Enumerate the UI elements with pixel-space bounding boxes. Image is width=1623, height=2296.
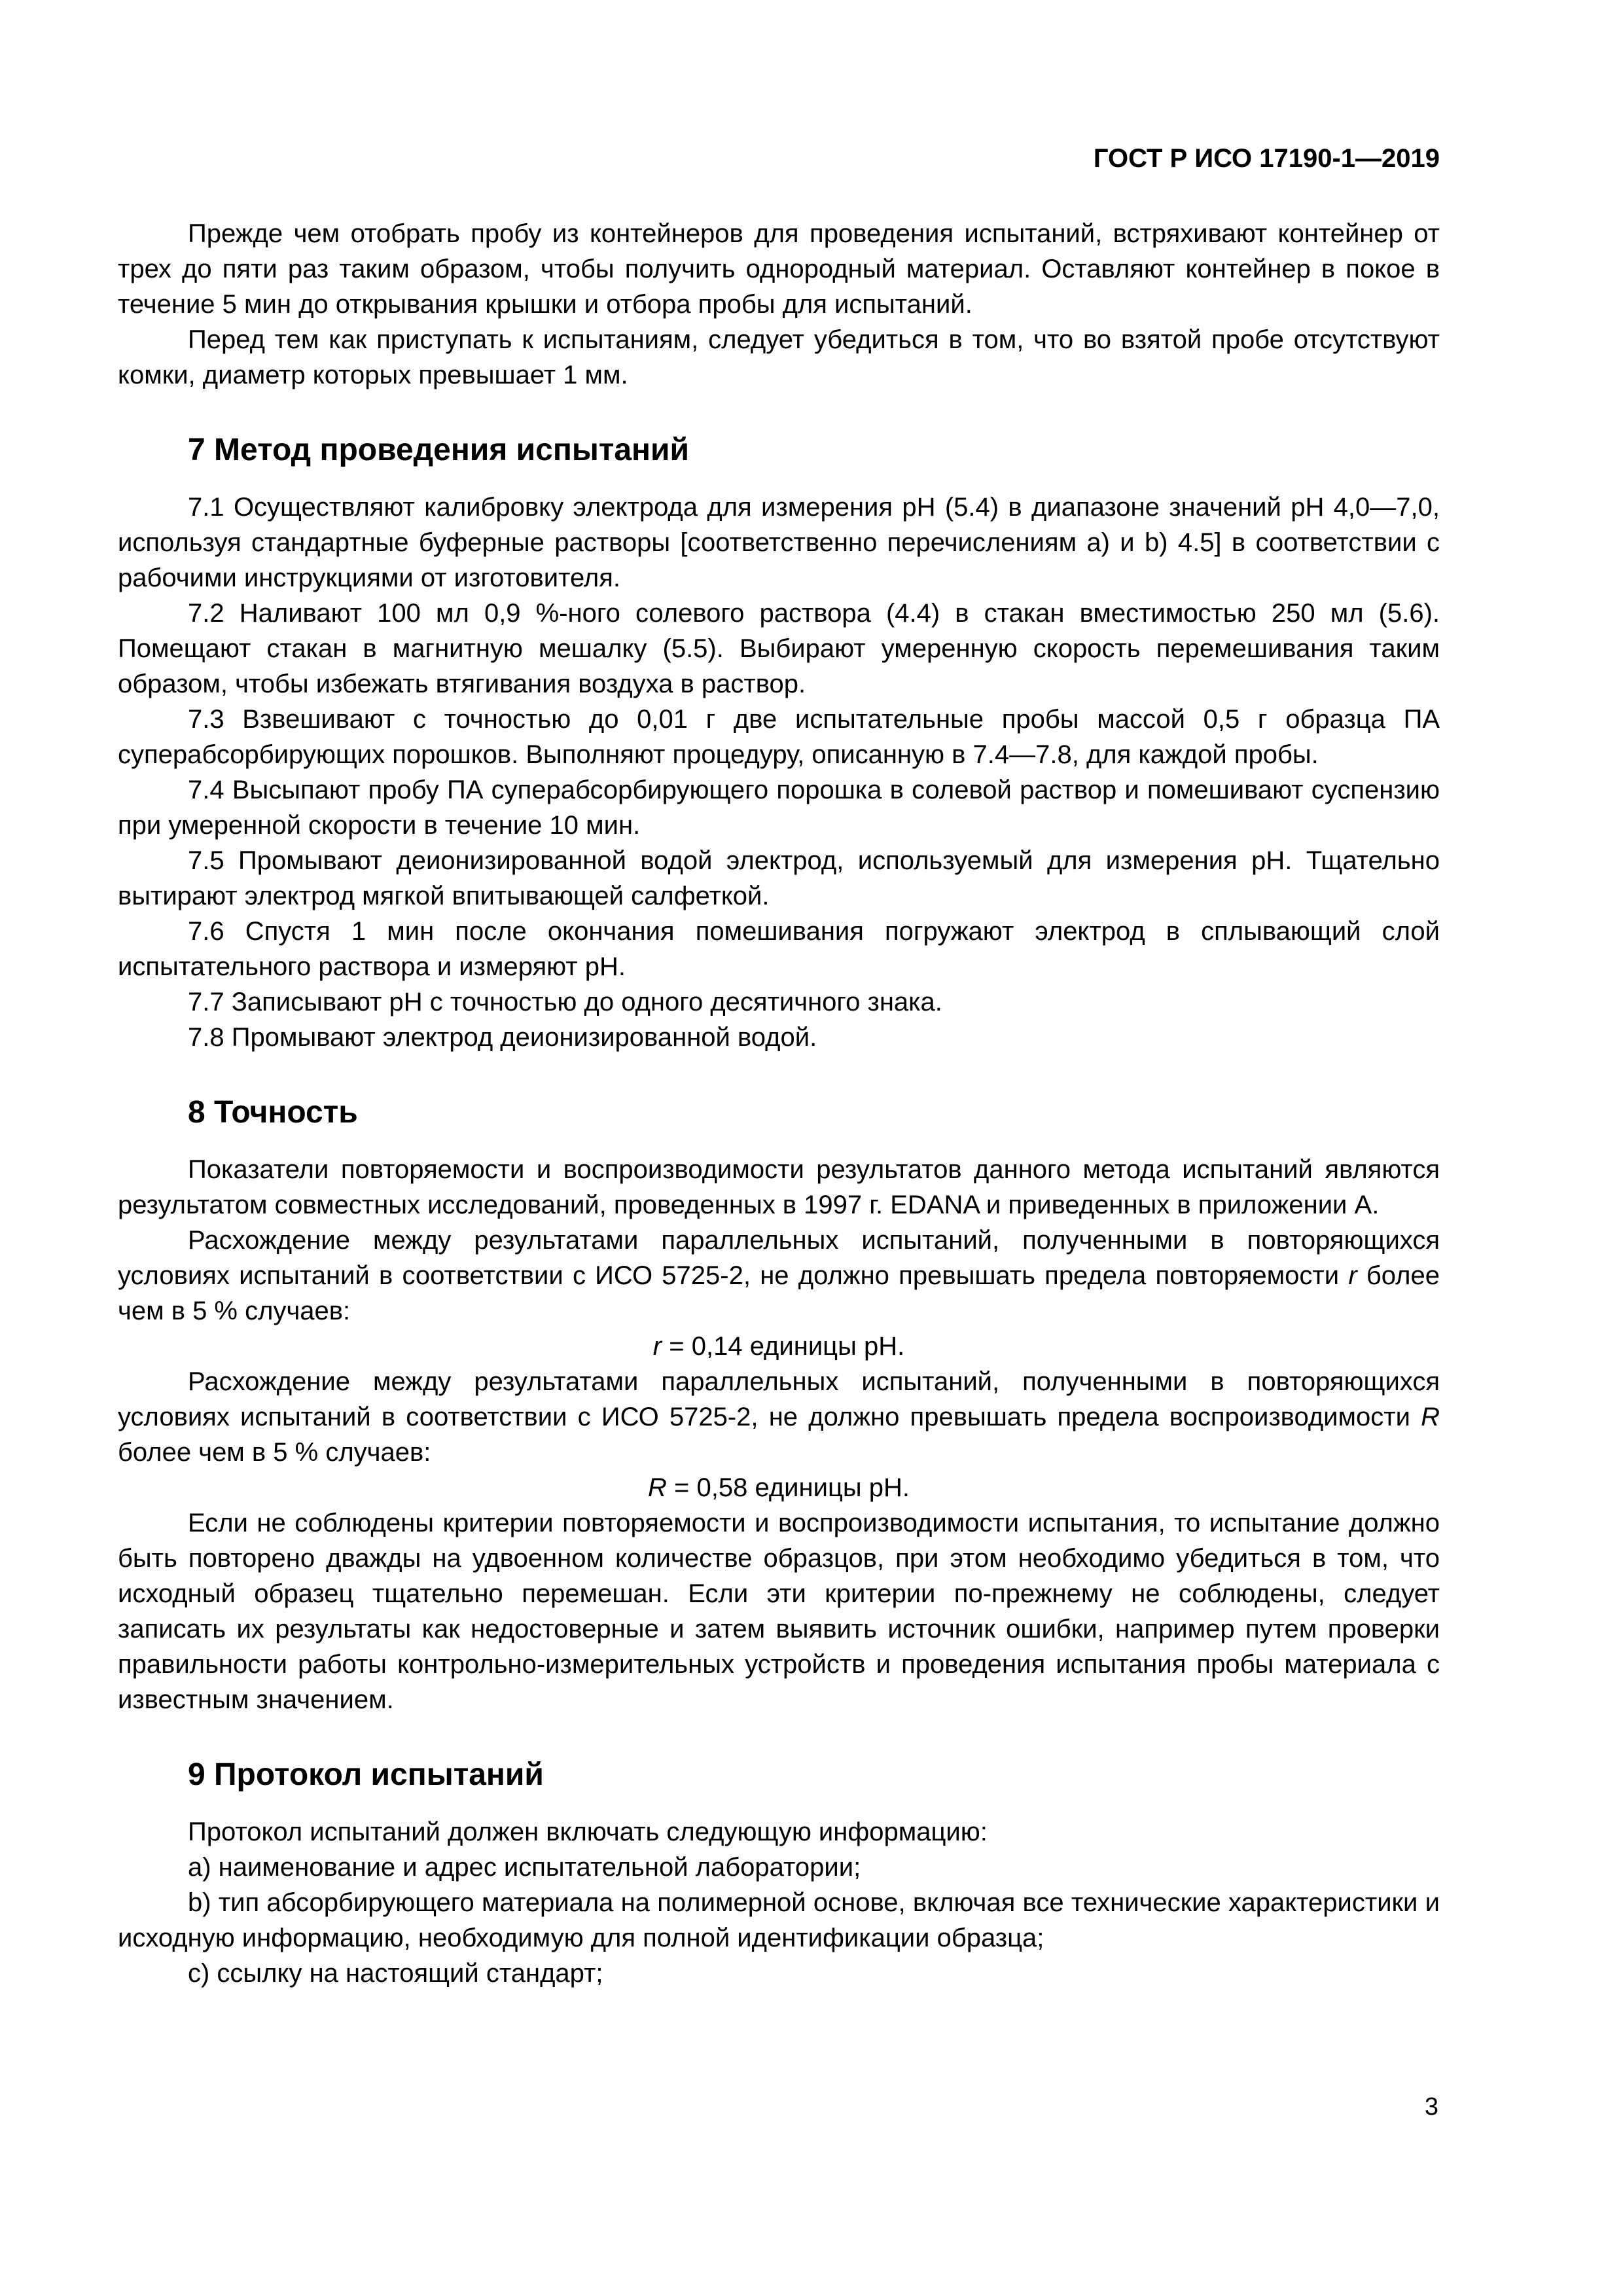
document-id: ГОСТ Р ИСО 17190-1—2019 <box>1093 144 1440 173</box>
report-item-c: c) ссылку на настоящий стандарт; <box>188 1959 603 1988</box>
intro-paragraph-1: Прежде чем отобрать пробу из контейнеров для проведения испытаний, встряхивают контейнер от трех до пяти раз таким образом, чтобы получить однородный материал. Оставляют контейнер в покое в течение 5 мин до открывания крышки и отбора пробы для испытаний. <box>118 219 1440 319</box>
report-item-a: a) наименование и адрес испытательной лаборатории; <box>188 1853 861 1882</box>
clause-7-5: 7.5 Промывают деионизированной водой электрод, используемый для измерения pH. Тщательно вытирают электрод мягкой впитывающей салфеткой. <box>118 846 1440 910</box>
intro-paragraph-2: Перед тем как приступать к испытаниям, следует убедиться в том, что во взятой пробе отсутствуют комки, диаметр которых превышает 1 мм. <box>118 325 1440 389</box>
reproducibility-tail: более чем в 5 % случаев: <box>118 1438 431 1467</box>
reproducibility-paragraph <box>118 1364 1440 1470</box>
clause-7-3: 7.3 Взвешивают с точностью до 0,01 г две испытательные пробы массой 0,5 г образца ПА суперабсорбирующих порошков. Выполняют процедуру, описанную в 7.4—7.8, для каждой пробы. <box>118 705 1440 769</box>
reproducibility-text: Расхождение между результатами параллельных испытаний, полученными в повторяющихся условиях испытаний в соответствии с ИСО 5725-2, не должно превышать предела воспроизводимости <box>118 1367 1440 1431</box>
clause-7-7: 7.7 Записывают pH с точностью до одного десятичного знака. <box>188 988 942 1016</box>
section-9-heading: 9 Протокол испытаний <box>188 1757 544 1792</box>
reproducibility-symbol: R <box>1421 1403 1440 1431</box>
formula-r-value: = 0,14 единицы pH. <box>669 1332 905 1361</box>
clause-7-4: 7.4 Высыпают пробу ПА суперабсорбирующего порошка в солевой раствор и помешивают суспензию при умеренной скорости в течение 10 мин. <box>118 776 1440 840</box>
report-item-b: b) тип абсорбирующего материала на полимерной основе, включая все технические характеристики и исходную информацию, необходимую для полной идентификации образца; <box>118 1888 1440 1952</box>
repeatability-tail: более чем в 5 % случаев: <box>118 1261 1440 1325</box>
repeatability-paragraph <box>118 1223 1440 1329</box>
report-intro: Протокол испытаний должен включать следующую информацию: <box>188 1818 988 1846</box>
repeatability-symbol: r <box>1348 1261 1357 1290</box>
clause-7-6: 7.6 Спустя 1 мин после окончания помешивания погружают электрод в сплывающий слой испытательного раствора и измеряют pH. <box>118 917 1440 981</box>
clause-7-1: 7.1 Осуществляют калибровку электрода для измерения pH (5.4) в диапазоне значений pH 4,0—7,0, используя стандартные буферные растворы [соответственно перечислениям a) и b) 4.5] в соответствии с рабочими инструкциями от изготовителя. <box>118 493 1440 592</box>
section-7-heading: 7 Метод проведения испытаний <box>188 433 690 467</box>
reproducibility-formula <box>118 1470 1440 1505</box>
clause-7-8: 7.8 Промывают электрод деионизированной водой. <box>188 1023 817 1052</box>
repeatability-formula <box>118 1329 1440 1364</box>
formula-r-symbol: r <box>652 1332 662 1361</box>
page-number: 3 <box>1424 2093 1438 2121</box>
section-8-heading: 8 Точность <box>188 1095 358 1130</box>
formula-R-value: = 0,58 единицы pH. <box>674 1473 910 1502</box>
formula-R-symbol: R <box>648 1473 667 1502</box>
precision-paragraph-4: Если не соблюдены критерии повторяемости и воспроизводимости испытания, то испытание должно быть повторено дважды на удвоенном количестве образцов, при этом необходимо убедиться в том, что исходный образец тщательно перемешан. Если эти критерии по-прежнему не соблюдены, следует записать их результаты как недостоверные и затем выявить источник ошибки, например путем проверки правильности работы контрольно-измерительных устройств и проведения испытания пробы материала с известным значением. <box>118 1509 1440 1714</box>
page-content <box>118 216 1440 1991</box>
precision-paragraph-1: Показатели повторяемости и воспроизводимости результатов данного метода испытаний являются результатом совместных исследований, проведенных в 1997 г. EDANA и приведенных в приложении А. <box>118 1155 1440 1219</box>
clause-7-2: 7.2 Наливают 100 мл 0,9 %-ного солевого раствора (4.4) в стакан вместимостью 250 мл (5.6). Помещают стакан в магнитную мешалку (5.5). Выбирают умеренную скорость перемешивания таким образом, чтобы избежать втягивания воздуха в раствор. <box>118 599 1440 698</box>
repeatability-text: Расхождение между результатами параллельных испытаний, полученными в повторяющихся условиях испытаний в соответствии с ИСО 5725-2, не должно превышать предела повторяемости <box>118 1226 1440 1290</box>
